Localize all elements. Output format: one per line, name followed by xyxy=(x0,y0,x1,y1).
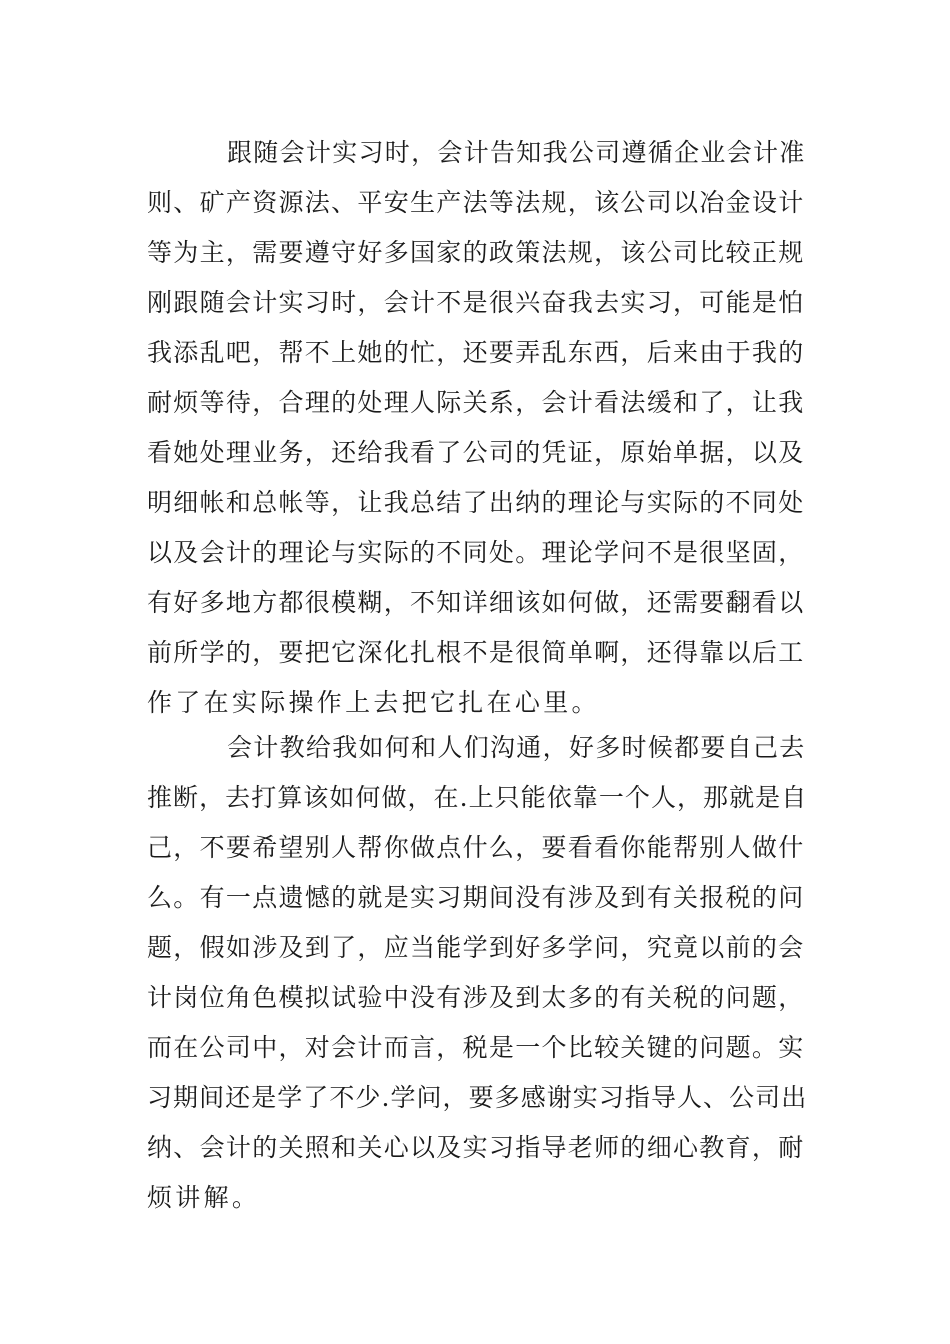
paragraph-1-line-5: 我添乱吧，帮不上她的忙，还要弄乱东西，后来由于我的 xyxy=(147,338,805,367)
paragraph-1-line-3: 等为主，需要遵守好多国家的政策法规，该公司比较正规 xyxy=(147,238,805,267)
paragraph-2-line-10: 烦讲解。 xyxy=(147,1183,261,1212)
paragraph-2-line-4: 么。有一点遗憾的就是实习期间没有涉及到有关报税的问 xyxy=(147,883,805,912)
paragraph-2-line-3: 己，不要希望别人帮你做点什么，要看看你能帮别人做什 xyxy=(147,833,805,862)
paragraph-2-line-7: 而在公司中，对会计而言，税是一个比较关键的问题。实 xyxy=(147,1033,805,1062)
paragraph-1-line-8: 明细帐和总帐等，让我总结了出纳的理论与实际的不同处 xyxy=(147,488,805,517)
paragraph-1-line-6: 耐烦等待，合理的处理人际关系，会计看法缓和了，让我 xyxy=(147,388,805,417)
paragraph-1-line-12: 作了在实际操作上去把它扎在心里。 xyxy=(147,688,600,717)
paragraph-2-line-8: 习期间还是学了不少.学问，要多感谢实习指导人、公司出 xyxy=(147,1083,808,1112)
paragraph-1-line-11: 前所学的，要把它深化扎根不是很简单啊，还得靠以后工 xyxy=(147,638,805,667)
paragraph-2-line-9: 纳、会计的关照和关心以及实习指导老师的细心教育，耐 xyxy=(147,1133,805,1162)
paragraph-2-line-6: 计岗位角色模拟试验中没有涉及到太多的有关税的问题， xyxy=(147,983,805,1012)
paragraph-2-line-5: 题，假如涉及到了，应当能学到好多学问，究竟以前的会 xyxy=(147,933,805,962)
paragraph-2-line-1: 会计教给我如何和人们沟通，好多时候都要自己去 xyxy=(227,733,806,762)
paragraph-1-line-9: 以及会计的理论与实际的不同处。理论学问不是很坚固， xyxy=(147,538,805,567)
paragraph-1-line-10: 有好多地方都很模糊，不知详细该如何做，还需要翻看以 xyxy=(147,588,805,617)
paragraph-1-line-2: 则、矿产资源法、平安生产法等法规，该公司以冶金设计 xyxy=(147,188,805,217)
paragraph-1-line-4: 刚跟随会计实习时，会计不是很兴奋我去实习，可能是怕 xyxy=(147,288,805,317)
paragraph-2-line-2: 推断，去打算该如何做，在.上只能依靠一个人，那就是自 xyxy=(147,783,808,812)
paragraph-1-line-1: 跟随会计实习时，会计告知我公司遵循企业会计准 xyxy=(227,138,806,167)
paragraph-1-line-7: 看她处理业务，还给我看了公司的凭证，原始单据，以及 xyxy=(147,438,805,467)
